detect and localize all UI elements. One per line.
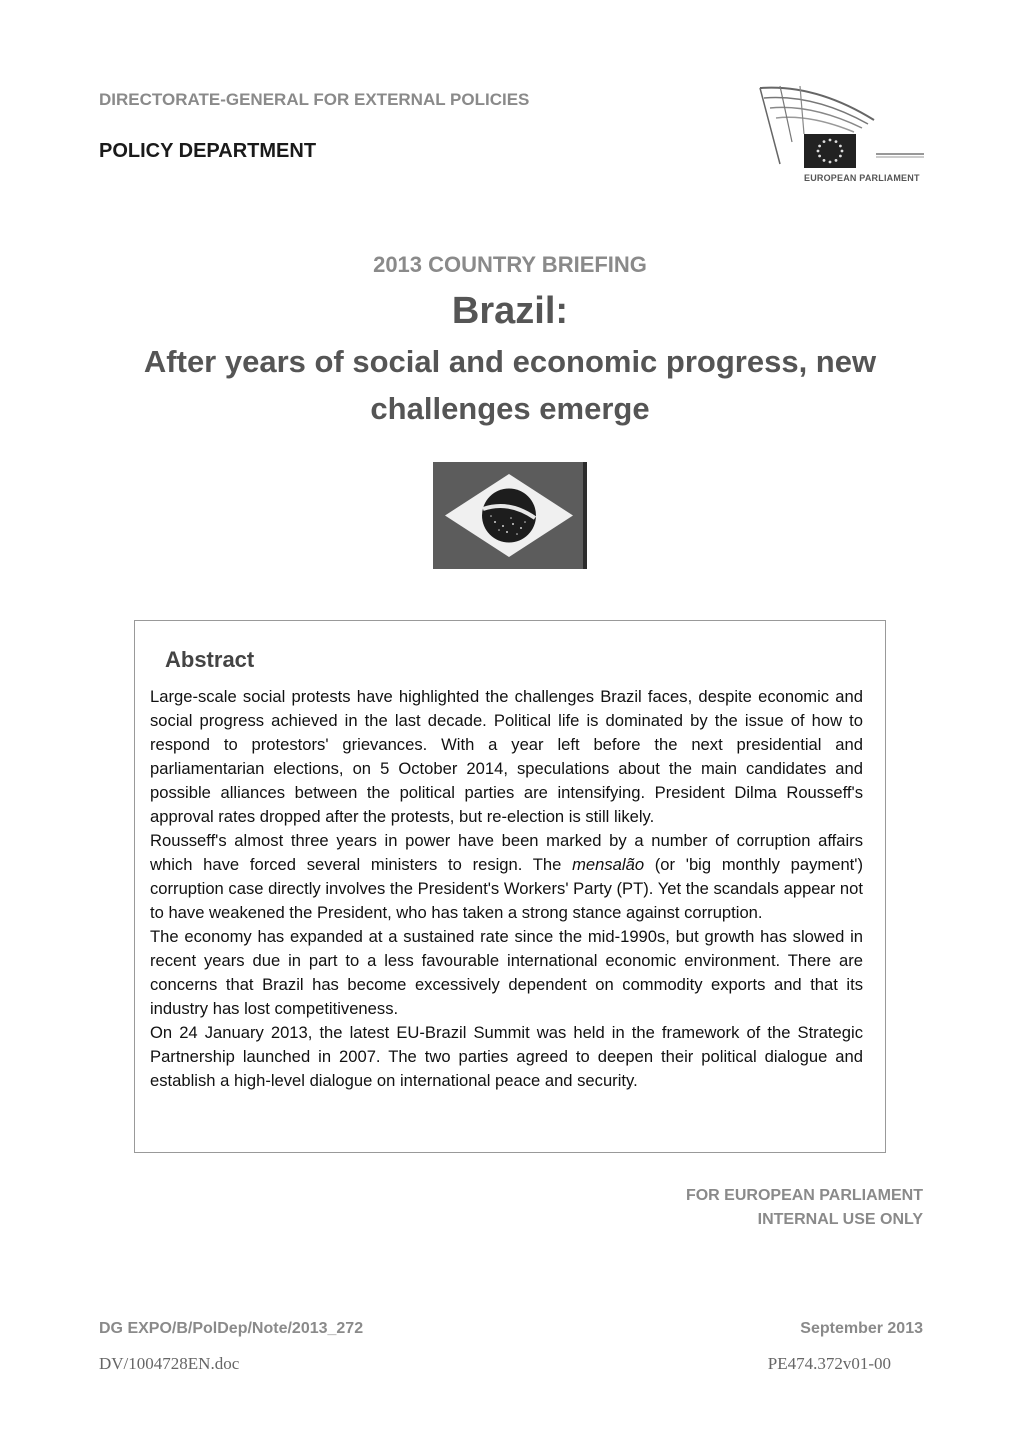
document-reference: DG EXPO/B/PolDep/Note/2013_272 [99,1320,364,1337]
abstract-paragraph-2 [150,829,863,925]
page-subtitle: After years of social and economic progress, new challenges emerge [143,344,877,426]
directorate-label: DIRECTORATE-GENERAL FOR EXTERNAL POLICIES [99,90,530,109]
document-date: September 2013 [800,1320,923,1337]
abstract-paragraph-3: The economy has expanded at a sustained rate since the mid-1990s, but growth has slowed in recent years due in part to a less favourable international economic environment. There are concerns that Brazil has become excessively dependent on commodity exports and that its industry has lost competitiveness. [150,927,863,1018]
abstract-italic-term: mensalão [572,855,645,874]
department-label: POLICY DEPARTMENT [99,140,317,162]
abstract-text: (or 'big monthly payment') corruption case directly involves the President's Workers' Party (PT). Yet the scandals appear not to have weakened the President, who has taken a strong stance against corruption. [150,855,863,922]
abstract-text: Rousseff's almost three years in power have been marked by a number of corruption affairs which have forced several ministers to resign. The [150,831,863,874]
document-filename: DV/1004728EN.doc [99,1354,240,1373]
abstract-box [134,620,886,1153]
abstract-paragraph-1: Large-scale social protests have highlighted the challenges Brazil faces, despite economic and social progress achieved in the last decade. Political life is dominated by the issue of how to respond to protestors' grievances. With a year left before the next presidential and parliamentarian elections, on 5 October 2014, speculations about the main candidates and possible alliances between the political parties are intensifying. President Dilma Rousseff's approval rates dropped after the protests, but re-election is still likely. [150,687,863,826]
abstract-paragraph-4: On 24 January 2013, the latest EU-Brazil Summit was held in the framework of the Strategic Partnership launched in 2007. The two parties agreed to deepen their political dialogue and establish a high-level dialogue on international peace and security. [150,1023,863,1090]
logo-caption: EUROPEAN PARLIAMENT [804,173,920,183]
abstract-heading: Abstract [165,647,255,672]
internal-use-notice [686,1184,923,1232]
notice-line-2: INTERNAL USE ONLY [757,1211,923,1228]
document-pe-number: PE474.372v01-00 [767,1354,891,1373]
brazil-flag-image [433,462,587,569]
page-title: Brazil: [451,290,569,332]
abstract-body [150,685,863,1093]
notice-line-1: FOR EUROPEAN PARLIAMENT [685,1187,923,1204]
briefing-label: 2013 COUNTRY BRIEFING [373,252,647,277]
